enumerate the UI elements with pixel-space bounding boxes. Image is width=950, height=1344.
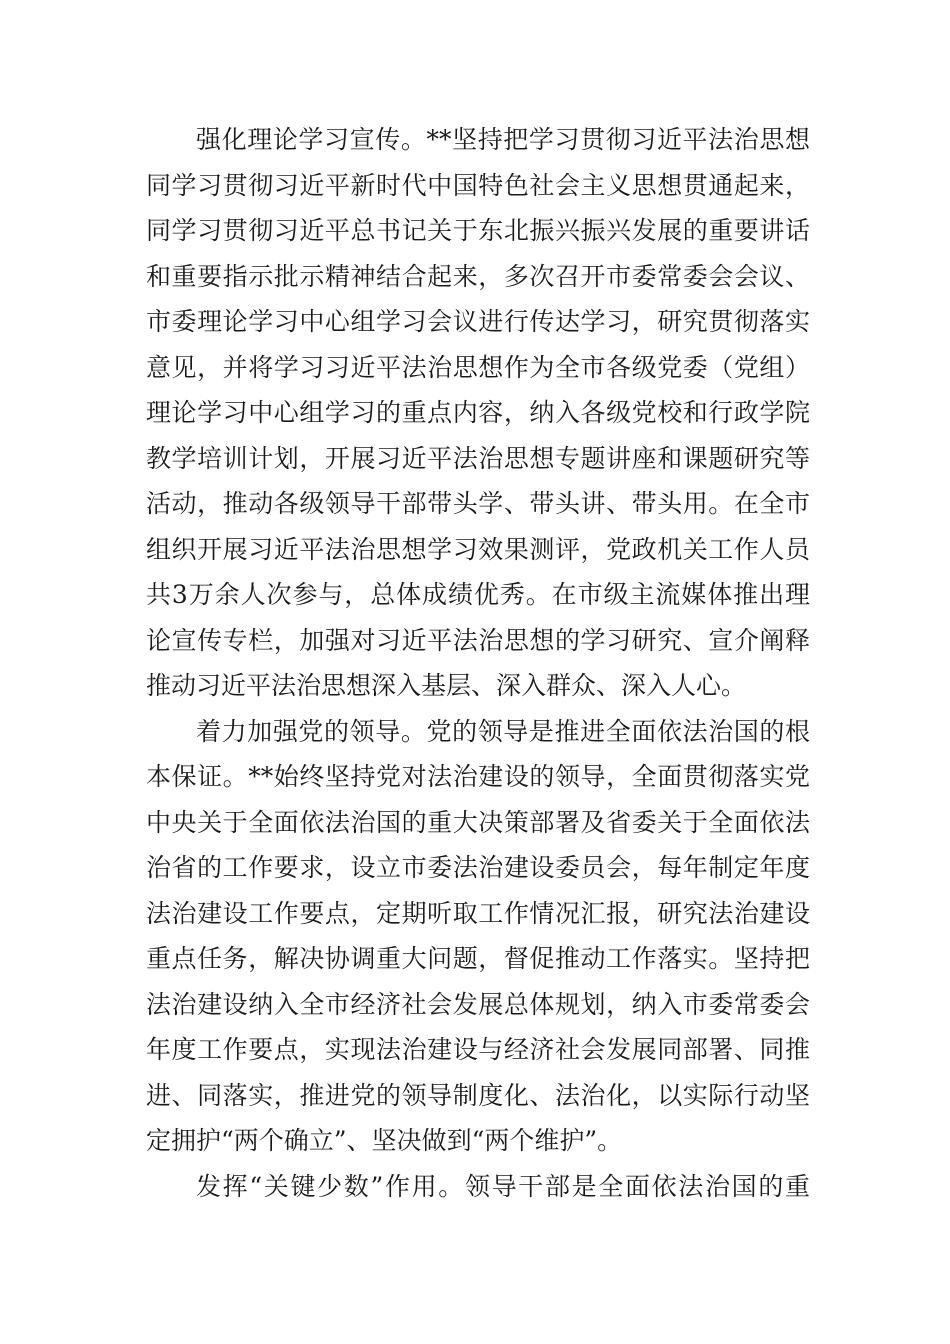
- text-line: 同学习贯彻习近平总书记关于东北振兴振兴发展的重要讲话: [146, 216, 810, 245]
- text-line: 法治建设工作要点，定期听取工作情况汇报，研究法治建设: [146, 898, 810, 928]
- text-line: 同学习贯彻习近平新时代中国特色社会主义思想贯通起来，: [146, 170, 810, 200]
- text-line: 推动习近平法治思想深入基层、深入群众、深入人心。: [146, 671, 747, 700]
- text-line: 论宣传专栏，加强对习近平法治思想的学习研究、宣介阐释: [146, 625, 810, 655]
- text-line: 本保证。**始终坚持党对法治建设的领导，全面贯彻落实党: [146, 762, 810, 791]
- text-line: 中央关于全面依法治国的重大决策部署及省委关于全面依法: [146, 807, 810, 837]
- text-line: 重点任务，解决协调重大问题，督促推动工作落实。坚持把: [146, 944, 810, 973]
- text-line: 发挥“关键少数”作用。领导干部是全面依法治国的重: [196, 1171, 810, 1201]
- body-text: [146, 117, 810, 1209]
- text-line: 教学培训计划，开展习近平法治思想专题讲座和课题研究等: [146, 443, 810, 473]
- text-line: 强化理论学习宣传。**坚持把学习贯彻习近平法治思想: [196, 125, 810, 154]
- text-line: 治省的工作要求，设立市委法治建设委员会，每年制定年度: [146, 853, 810, 882]
- text-line: 和重要指示批示精神结合起来，多次召开市委常委会会议、: [146, 261, 810, 291]
- text-line: 年度工作要点，实现法治建设与经济社会发展同部署、同推: [146, 1035, 810, 1064]
- text-line: 进、同落实，推进党的领导制度化、法治化，以实际行动坚: [146, 1080, 810, 1110]
- text-line: 着力加强党的领导。党的领导是推进全面依法治国的根: [196, 716, 810, 746]
- text-line: 法治建设纳入全市经济社会发展总体规划，纳入市委常委会: [146, 989, 810, 1019]
- text-line: 活动，推动各级领导干部带头学、带头讲、带头用。在全市: [146, 489, 810, 518]
- text-line: 意见，并将学习习近平法治思想作为全市各级党委（党组）: [146, 352, 810, 382]
- text-line: 定拥护“两个确立”、坚决做到“两个维护”。: [146, 1126, 623, 1155]
- text-line: 理论学习中心组学习的重点内容，纳入各级党校和行政学院: [146, 398, 810, 427]
- text-line: 市委理论学习中心组学习会议进行传达学习，研究贯彻落实: [146, 307, 810, 336]
- text-line: 组织开展习近平法治思想学习效果测评，党政机关工作人员: [146, 534, 810, 564]
- text-line: 共3万余人次参与，总体成绩优秀。在市级主流媒体推出理: [146, 580, 810, 609]
